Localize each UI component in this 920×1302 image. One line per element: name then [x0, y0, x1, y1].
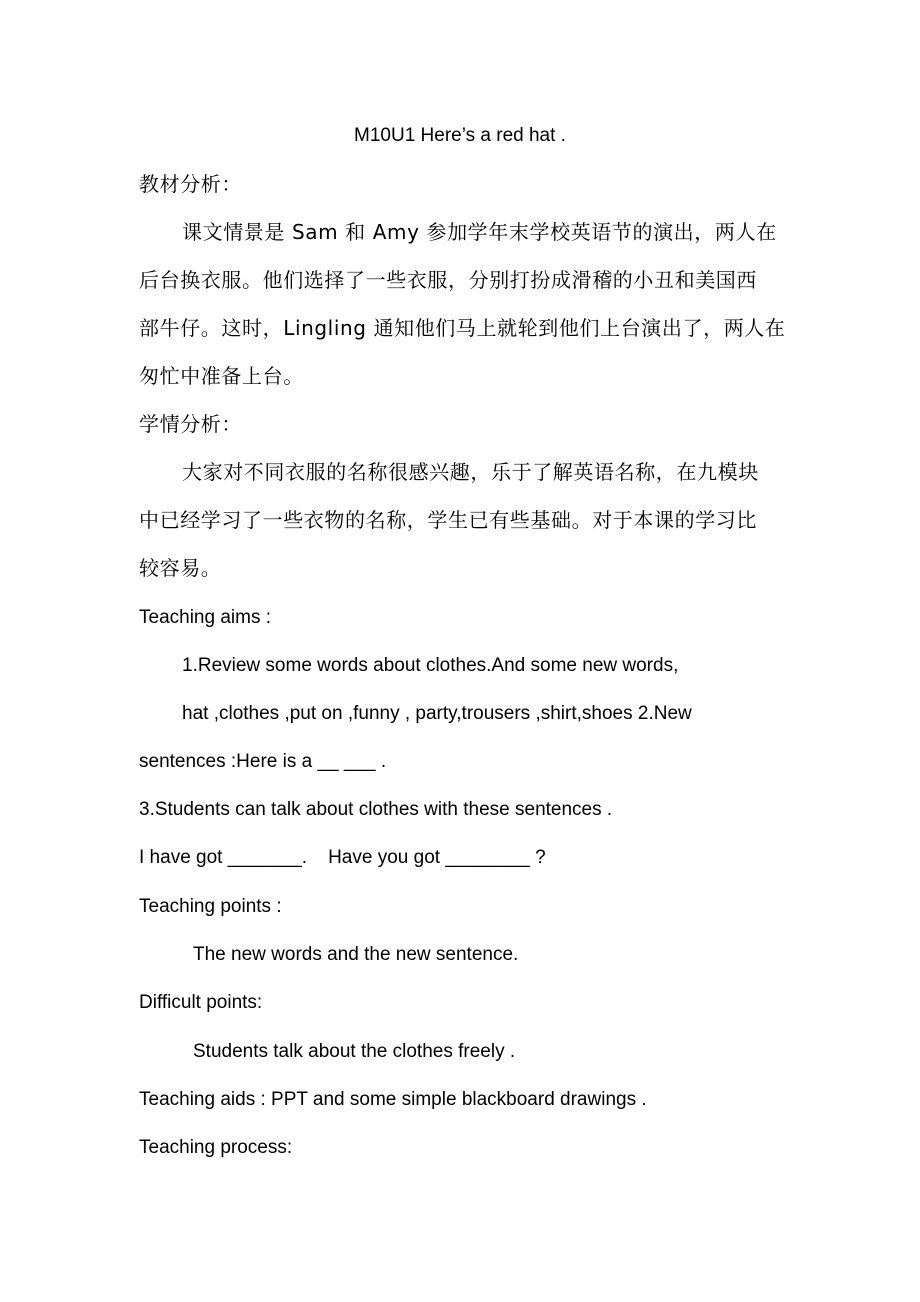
textbook-analysis-line: 匆忙中准备上台。 [139, 364, 304, 388]
textbook-analysis-line: 部牛仔。这时，Lingling 通知他们马上就轮到他们上台演出了，两人在 [139, 316, 786, 340]
teaching-aims-line: sentences :Here is a __ ___ . [139, 751, 387, 772]
learner-analysis-line: 大家对不同衣服的名称很感兴趣，乐于了解英语名称，在九模块 [182, 460, 759, 484]
learner-analysis-heading: 学情分析： [139, 412, 242, 436]
textbook-analysis-heading: 教材分析： [139, 172, 242, 196]
teaching-aims-line: 3.Students can talk about clothes with these sentences . [139, 799, 613, 820]
teaching-points-text: The new words and the new sentence. [193, 944, 519, 965]
difficult-points-text: Students talk about the clothes freely . [193, 1041, 516, 1062]
document-title: M10U1 Here’s a red hat . [354, 125, 566, 146]
learner-analysis-line: 中已经学习了一些衣物的名称，学生已有些基础。对于本课的学习比 [139, 508, 757, 532]
teaching-aims-heading: Teaching aims : [139, 607, 272, 628]
teaching-points-heading: Teaching points : [139, 896, 282, 917]
textbook-analysis-line: 后台换衣服。他们选择了一些衣服，分别打扮成滑稽的小丑和美国西 [139, 268, 757, 292]
difficult-points-heading: Difficult points: [139, 992, 263, 1013]
textbook-analysis-line: 课文情景是 Sam 和 Amy 参加学年末学校英语节的演出，两人在 [182, 220, 777, 244]
teaching-aims-line: hat ,clothes ,put on ,funny , party,trousers ,shirt,shoes 2.New [182, 703, 692, 724]
learner-analysis-line: 较容易。 [139, 556, 222, 580]
teaching-aids-line: Teaching aids : PPT and some simple blackboard drawings . [139, 1089, 647, 1110]
teaching-aims-line: I have got _______. Have you got ________ ? [139, 847, 546, 868]
teaching-process-heading: Teaching process: [139, 1137, 293, 1158]
teaching-aims-line: 1.Review some words about clothes.And some new words, [182, 655, 679, 676]
